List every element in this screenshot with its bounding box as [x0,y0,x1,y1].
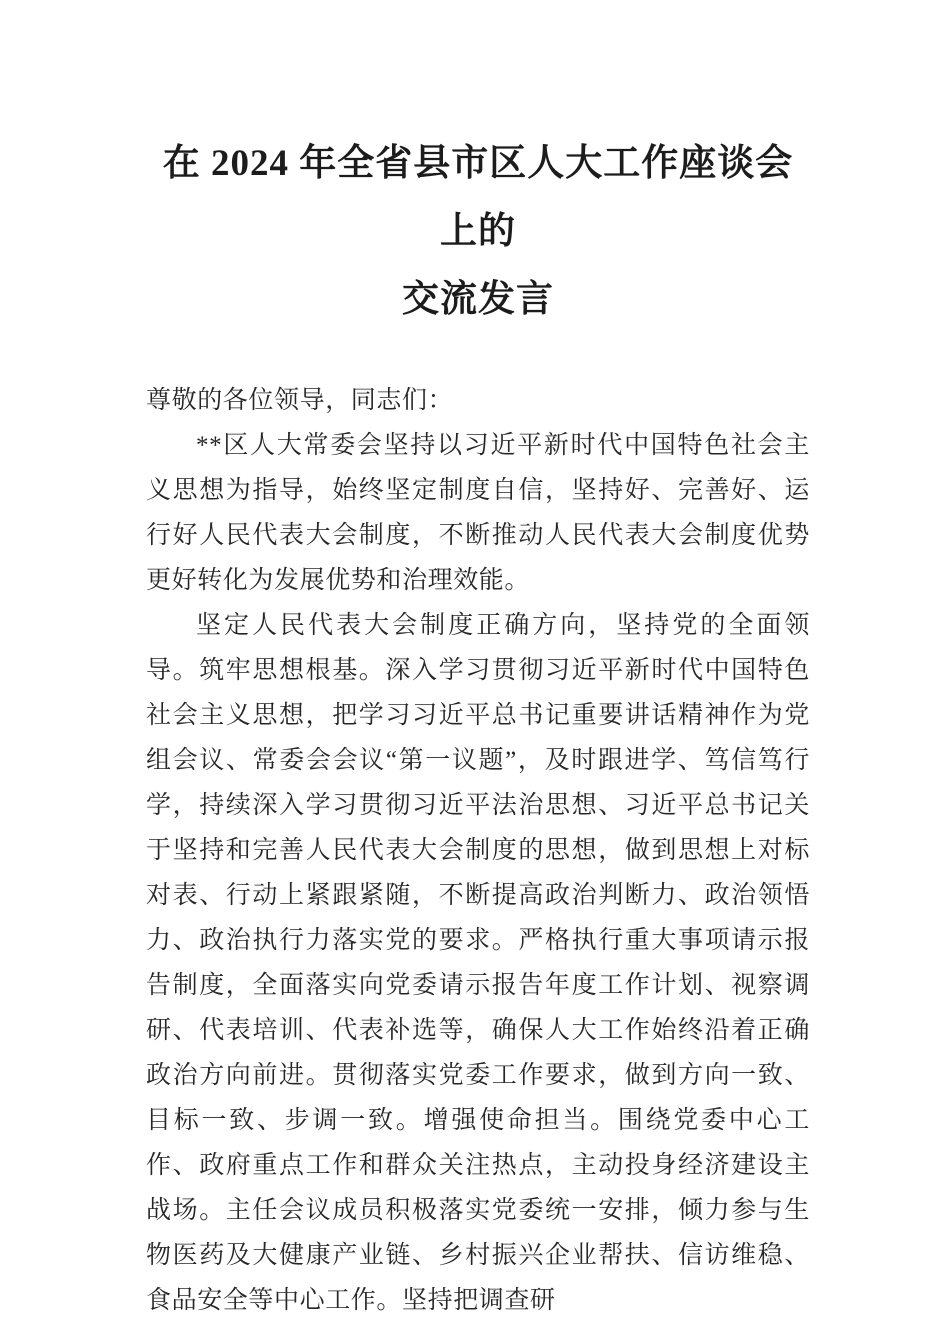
paragraph-body-2: 坚定人民代表大会制度正确方向，坚持党的全面领导。筑牢思想根基。深入学习贯彻习近平新时代中国特色社会主义思想，把学习习近平总书记重要讲话精神作为党组会议、常委会会议“第一议题”，及时跟进学、笃信笃行学，持续深入学习贯彻习近平法治思想、习近平总书记关于坚持和完善人民代表大会制度的思想，做到思想上对标对表、行动上紧跟紧随，不断提高政治判断力、政治领悟力、政治执行力落实党的要求。严格执行重大事项请示报告制度，全面落实向党委请示报告年度工作计划、视察调研、代表培训、代表补选等，确保人大工作始终沿着正确政治方向前进。贯彻落实党委工作要求，做到方向一致、目标一致、步调一致。增强使命担当。围绕党委中心工作、政府重点工作和群众关注热点，主动投身经济建设主战场。主任会议成员积极落实党委统一安排，倾力参与生物医药及大健康产业链、乡村振兴企业帮扶、信访维稳、食品安全等中心工作。坚持把调查研 [146,612,810,1314]
document-title-line-2: 交流发言 [402,279,554,320]
paragraph-greeting: 尊敬的各位领导，同志们： [146,387,454,414]
document-title [146,130,810,334]
paragraph-body-1: **区人大常委会坚持以习近平新时代中国特色社会主义思想为指导，始终坚定制度自信，坚持好、完善好、运行好人民代表大会制度，不断推动人民代表大会制度优势更好转化为发展优势和治理效能。 [146,432,810,594]
document-title-line-1: 在 2024 年全省县市区人大工作座谈会上的 [162,143,794,252]
